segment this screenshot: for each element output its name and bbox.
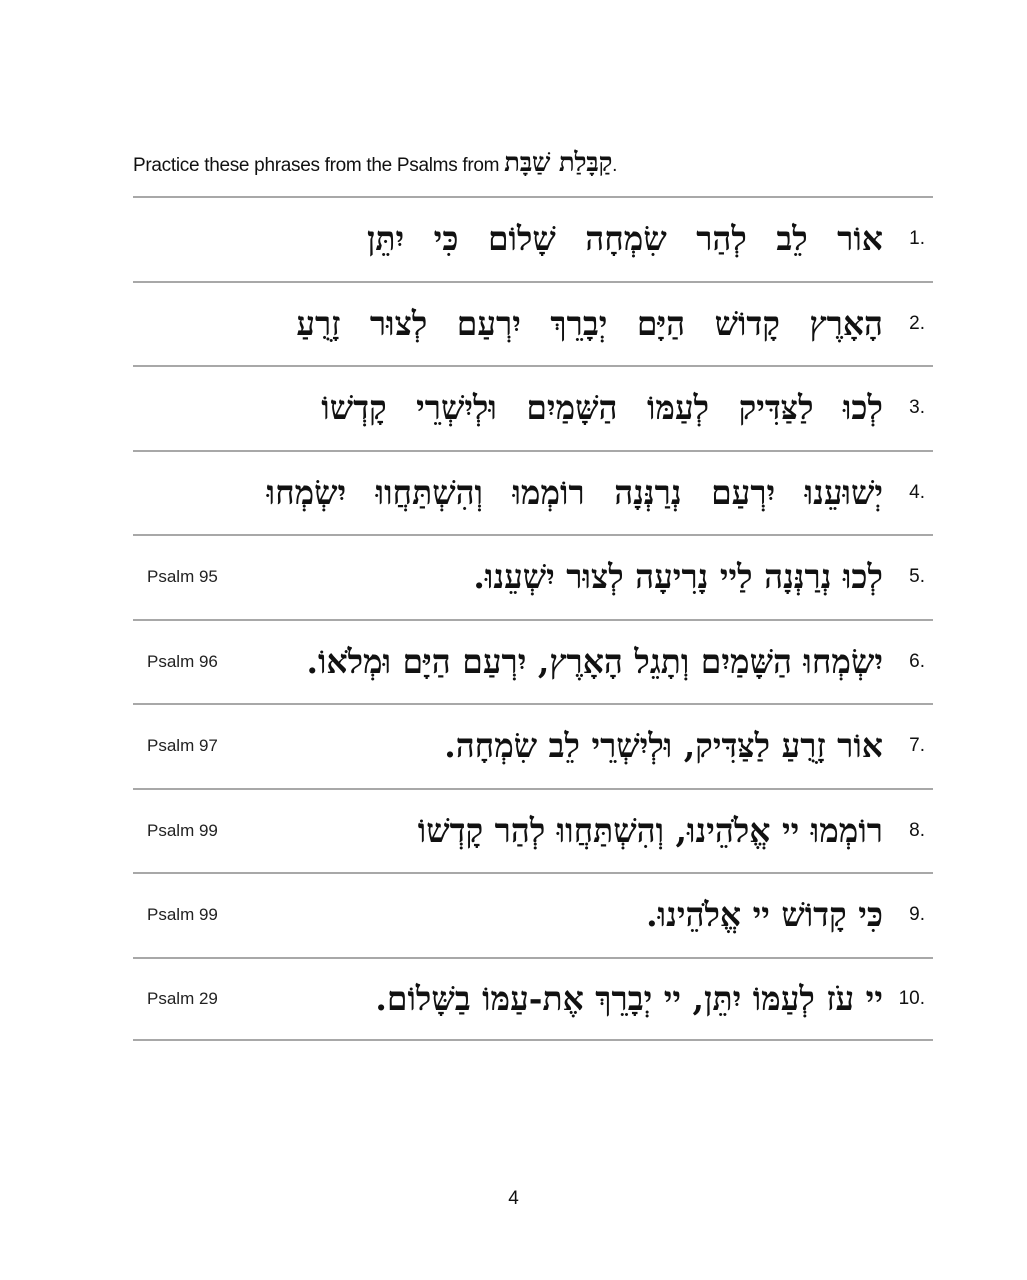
hebrew-phrase: יְשׁוּעֵנוּ יִרְעַם נְרַנְּנָה רוֹמְמוּ וְהִשְׁתַּחֲווּ יִשְׂמְחוּ: [266, 472, 883, 512]
table-row: [133, 703, 933, 788]
table-row: [133, 450, 933, 535]
table-row: [133, 281, 933, 366]
hebrew-phrase: אוֹר זָרֻעַ לַצַּדִּיק, וּלְיִשְׁרֵי לֵב שִׂמְחָה.: [444, 726, 883, 766]
table-row: [133, 196, 933, 281]
psalm-reference: Psalm 95: [147, 567, 218, 587]
table-row: [133, 365, 933, 450]
row-number: 1.: [909, 228, 925, 250]
table-row: [133, 788, 933, 873]
page-number: 4: [508, 1188, 519, 1209]
table-row: [133, 872, 933, 957]
row-number: 7.: [909, 735, 925, 757]
instruction-prefix: Practice these phrases from the Psalms from: [133, 155, 505, 176]
psalm-reference: Psalm 99: [147, 820, 218, 840]
table-row: [133, 534, 933, 619]
psalm-reference: Psalm 96: [147, 651, 218, 671]
psalm-reference: Psalm 99: [147, 905, 218, 925]
row-number: 9.: [909, 904, 925, 926]
hebrew-phrase: לְכוּ נְרַנְּנָה לַיי נָרִיעָה לְצוּר יִשְׁעֵנוּ.: [473, 557, 883, 597]
hebrew-phrase: יי עֹז לְעַמּוֹ יִתֵּן, יי יְבָרֵךְ אֶת-עַמּוֹ בַשָּׁלוֹם.: [375, 978, 883, 1018]
row-number: 6.: [909, 650, 925, 672]
instruction-text: [133, 148, 617, 178]
row-number: 4.: [909, 481, 925, 503]
row-number: 2.: [909, 312, 925, 334]
row-number: 10.: [898, 987, 925, 1009]
row-number: 8.: [909, 819, 925, 841]
phrases-table: [133, 196, 933, 1041]
psalm-reference: Psalm 97: [147, 736, 218, 756]
psalm-reference: Psalm 29: [147, 988, 218, 1008]
hebrew-phrase: רוֹמְמוּ יי אֱלֹהֵינוּ, וְהִשְׁתַּחֲווּ לְהַר קָדְשׁוֹ: [417, 810, 883, 850]
hebrew-phrase: לְכוּ לַצַּדִּיק לְעַמּוֹ הַשָּׁמַיִם וּלְיִשְׁרֵי קָדְשׁוֹ: [321, 388, 883, 428]
row-number: 5.: [909, 566, 925, 588]
table-row: [133, 957, 933, 1042]
hebrew-phrase: אוֹר לֵב לְהַר שִׂמְחָה שָׁלוֹם כִּי יִתֵּן: [367, 219, 883, 259]
table-row: [133, 619, 933, 704]
instruction-suffix: .: [612, 155, 618, 176]
hebrew-phrase: כִּי קָדוֹשׁ יי אֱלֹהֵינוּ.: [646, 895, 883, 935]
row-number: 3.: [909, 397, 925, 419]
hebrew-phrase: יִשְׂמְחוּ הַשָּׁמַיִם וְתָגֵל הָאָרֶץ, יִרְעַם הַיָּם וּמְלֹאוֹ.: [306, 641, 883, 681]
instruction-hebrew: קַבָּלַת שַׁבָּת: [504, 148, 613, 178]
hebrew-phrase: הָאָרֶץ קָדוֹשׁ הַיָּם יְבָרֵךְ יִרְעַם לְצוּר זָרֻעַ: [296, 303, 883, 343]
